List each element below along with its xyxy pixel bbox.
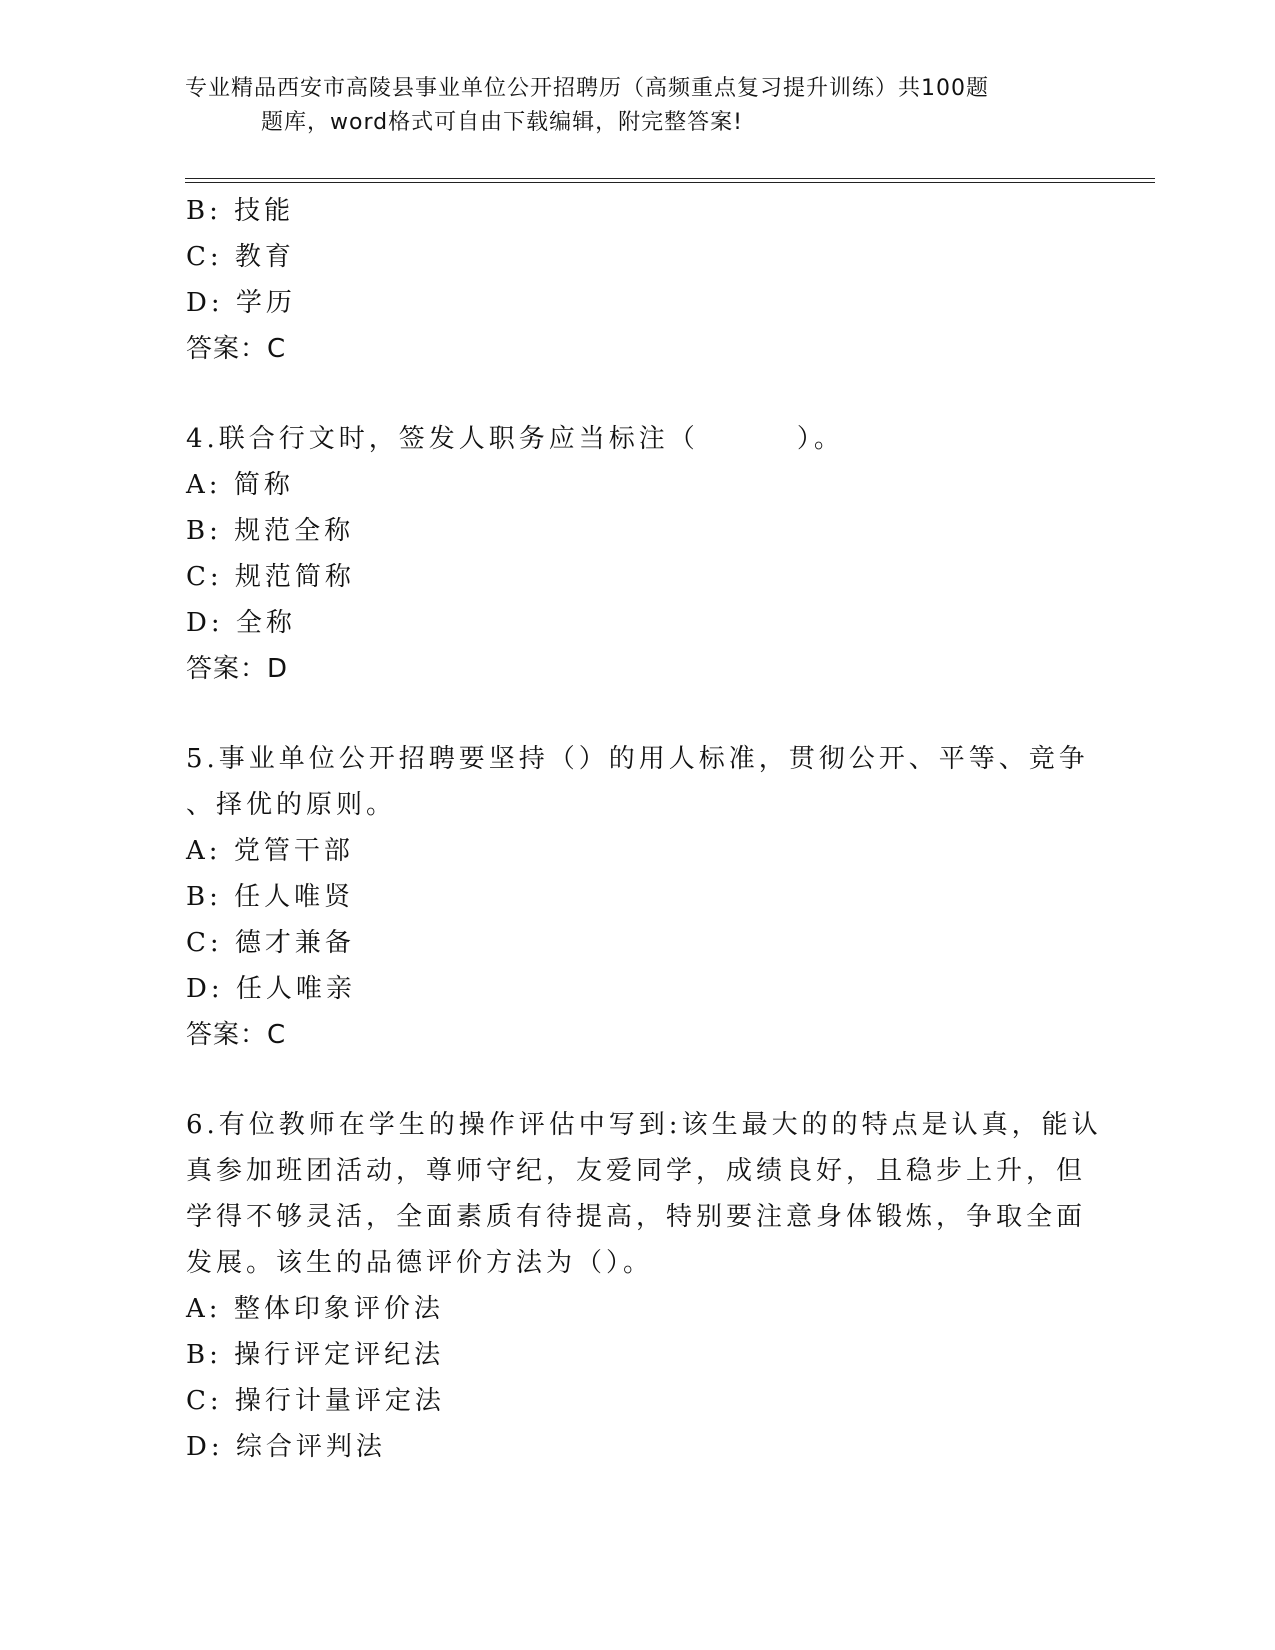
option-a <box>186 462 1086 508</box>
option-key: B: <box>186 196 222 226</box>
option-c <box>186 1378 1086 1424</box>
question-list <box>186 188 1102 1470</box>
option-text: 党管干部 <box>233 836 354 866</box>
option-d <box>186 600 1086 646</box>
option-text: 综合评判法 <box>235 1432 386 1462</box>
question-6 <box>186 1102 1102 1470</box>
option-text: 规范简称 <box>234 562 355 592</box>
option-key: C: <box>186 242 223 272</box>
option-d <box>186 280 1086 326</box>
option-c <box>186 234 1086 280</box>
option-text: 操行评定评纪法 <box>234 1340 445 1370</box>
option-text: 任人唯贤 <box>234 882 355 912</box>
option-key: B: <box>186 882 222 912</box>
option-key: D: <box>186 1432 224 1462</box>
answer-line: 答案：C <box>186 334 287 364</box>
option-text: 任人唯亲 <box>235 974 356 1004</box>
option-text: 德才兼备 <box>234 928 355 958</box>
option-b <box>186 1332 1086 1378</box>
header-title-line2: 题库，word格式可自由下载编辑，附完整答案! <box>261 110 743 135</box>
question-text-line3: 学得不够灵活，全面素质有待提高，特别要注意身体锻炼，争取全面 <box>186 1202 1087 1232</box>
option-key: A: <box>186 470 222 500</box>
option-key: A: <box>186 836 222 866</box>
option-d <box>186 966 1086 1012</box>
answer-line: 答案：D <box>186 654 289 684</box>
question-5 <box>186 736 1089 1058</box>
option-key: B: <box>186 516 222 546</box>
option-a <box>186 828 1086 874</box>
header-title-line1: 专业精品西安市高陵县事业单位公开招聘历（高频重点复习提升训练）共100题 <box>185 76 989 101</box>
option-text: 整体印象评价法 <box>233 1294 444 1324</box>
option-a <box>186 1286 1086 1332</box>
option-text: 全称 <box>235 608 296 638</box>
option-b <box>186 508 1086 554</box>
option-text: 技能 <box>234 196 295 226</box>
question-3-tail <box>186 188 1086 372</box>
option-text: 操行计量评定法 <box>234 1386 445 1416</box>
question-text-line2: 、择优的原则。 <box>186 790 397 820</box>
option-key: C: <box>186 562 223 592</box>
question-text: 4.联合行文时，签发人职务应当标注（ ）。 <box>186 424 844 454</box>
question-text-line1: 5.事业单位公开招聘要坚持（）的用人标准，贯彻公开、平等、竞争 <box>186 744 1089 774</box>
option-c <box>186 554 1086 600</box>
question-text-line2: 真参加班团活动，尊师守纪，友爱同学，成绩良好，且稳步上升，但 <box>186 1156 1087 1186</box>
answer-line: 答案：C <box>186 1020 287 1050</box>
option-key: B: <box>186 1340 222 1370</box>
header-rule-bottom <box>185 182 1155 183</box>
question-4 <box>186 416 1086 692</box>
option-key: D: <box>186 608 224 638</box>
option-text: 学历 <box>235 288 296 318</box>
option-key: C: <box>186 1386 223 1416</box>
option-text: 简称 <box>233 470 294 500</box>
option-d <box>186 1424 1086 1470</box>
option-key: C: <box>186 928 223 958</box>
option-text: 教育 <box>234 242 295 272</box>
option-b <box>186 874 1086 920</box>
option-key: D: <box>186 288 224 318</box>
option-c <box>186 920 1086 966</box>
header-rule-top <box>185 178 1155 179</box>
question-text-line4: 发展。该生的品德评价方法为（）。 <box>186 1248 654 1278</box>
option-b <box>186 188 1086 234</box>
option-key: A: <box>186 1294 222 1324</box>
option-key: D: <box>186 974 224 1004</box>
question-text-line1: 6.有位教师在学生的操作评估中写到:该生最大的的特点是认真，能认 <box>186 1110 1102 1140</box>
document-header <box>185 72 1075 140</box>
option-text: 规范全称 <box>234 516 355 546</box>
